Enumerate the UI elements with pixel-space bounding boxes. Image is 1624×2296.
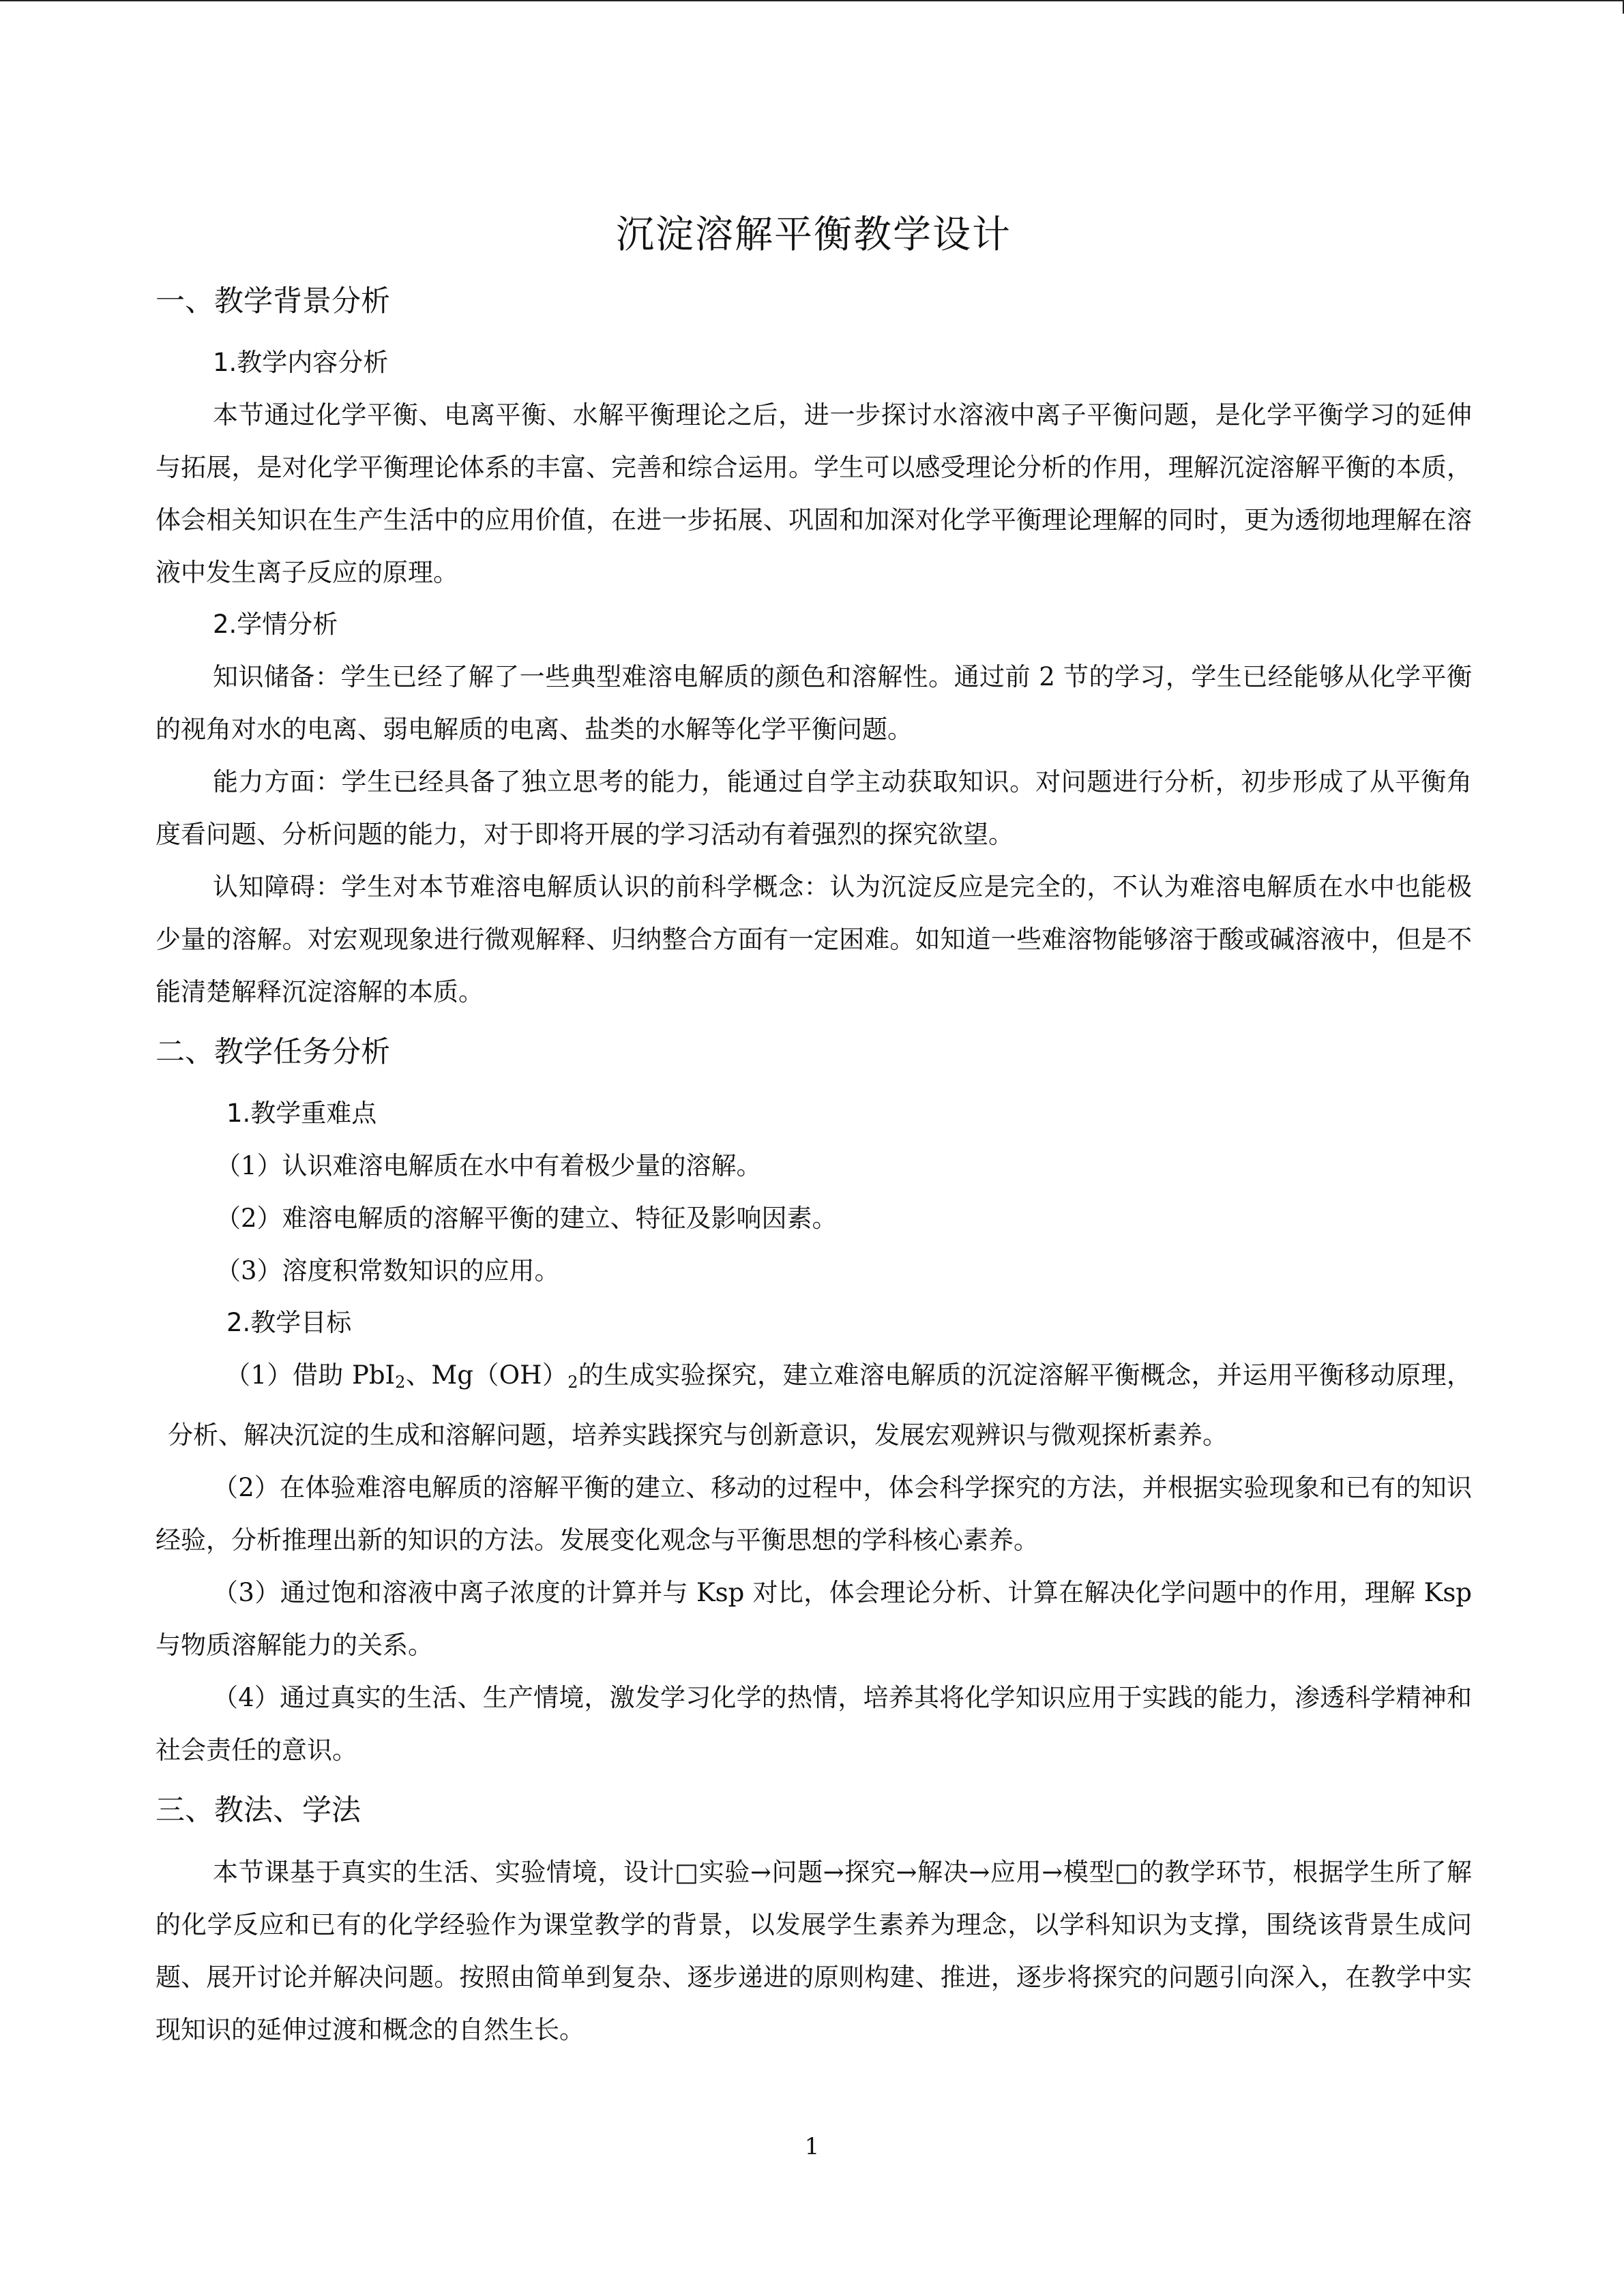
section-1-1-heading: 1.教学内容分析 (213, 348, 389, 377)
section-2-heading: 二、教学任务分析 (156, 1035, 390, 1069)
key-point-item: （2）难溶电解质的溶解平衡的建立、特征及影响因素。 (216, 1204, 838, 1233)
ability-paragraph: 能力方面：学生已经具备了独立思考的能力，能通过自学主动获取知识。对问题进行分析，初步形成了从平衡角度看问题、分析问题的能力，对于即将开展的学习活动有着强烈的探究欲望。 (156, 767, 1472, 849)
cognitive-obstacle-paragraph: 认知障碍：学生对本节难溶电解质认识的前科学概念：认为沉淀反应是完全的，不认为难溶电解质在水中也能极少量的溶解。对宏观现象进行微观解释、归纳整合方面有一定困难。如知道一些难溶物能够溶于酸或碱溶液中，但是不能清楚解释沉淀溶解的本质。 (156, 872, 1472, 1007)
section-2-2-heading: 2.教学目标 (226, 1308, 352, 1337)
key-point-item: （1）认识难溶电解质在水中有着极少量的溶解。 (216, 1151, 762, 1180)
knowledge-paragraph: 知识储备：学生已经了解了一些典型难溶电解质的颜色和溶解性。通过前 2 节的学习，学生已经能够从化学平衡的视角对水的电离、弱电解质的电离、盐类的水解等化学平衡问题。 (156, 662, 1472, 744)
goal-3-paragraph: （3）通过饱和溶液中离子浓度的计算并与 Ksp 对比，体会理论分析、计算在解决化学问题中的作用，理解 Ksp 与物质溶解能力的关系。 (156, 1578, 1472, 1660)
key-point-item: （3）溶度积常数知识的应用。 (216, 1256, 560, 1285)
goal-1-text-c: 的生成实验探究，建立难溶电解质的沉淀溶解平衡概念，并运用平衡移动原理，分析、解决沉淀的生成和溶解问题，培养实践探究与创新意识，发展宏观辨识与微观探析素养。 (168, 1360, 1473, 1450)
method-paragraph: 本节课基于真实的生活、实验情境，设计□实验→问题→探究→解决→应用→模型□的教学环节，根据学生所了解的化学反应和已有的化学经验作为课堂教学的背景，以发展学生素养为理念，以学科知识为支撑，围绕该背景生成问题、展开讨论并解决问题。按照由简单到复杂、逐步递进的原则构建、推进，逐步将探究的问题引向深入，在教学中实现知识的延伸过渡和概念的自然生长。 (156, 1858, 1472, 2044)
top-border-line (0, 0, 1624, 1)
goal-2-paragraph: （2）在体验难溶电解质的溶解平衡的建立、移动的过程中，体会科学探究的方法，并根据实验现象和已有的知识经验，分析推理出新的知识的方法。发展变化观念与平衡思想的学科核心素养。 (156, 1473, 1472, 1555)
teaching-content-paragraph: 本节通过化学平衡、电离平衡、水解平衡理论之后，进一步探讨水溶液中离子平衡问题，是化学平衡学习的延伸与拓展，是对化学平衡理论体系的丰富、完善和综合运用。学生可以感受理论分析的作用，理解沉淀溶解平衡的本质，体会相关知识在生产生活中的应用价值，在进一步拓展、巩固和加深对化学平衡理论理解的同时，更为透彻地理解在溶液中发生离子反应的原理。 (156, 400, 1472, 587)
section-1-2-heading: 2.学情分析 (213, 610, 338, 639)
document-title: 沉淀溶解平衡教学设计 (616, 213, 1012, 257)
goal-1-text-b: 、Mg（OH） (405, 1360, 568, 1390)
document-page (156, 205, 1472, 2056)
page-number: 1 (804, 2133, 820, 2160)
goal-1-text-a: （1）借助 PbI (225, 1360, 396, 1390)
section-1-heading: 一、教学背景分析 (156, 284, 390, 318)
goal-1-paragraph (156, 1349, 1472, 1461)
goal-4-paragraph: （4）通过真实的生活、生产情境，激发学习化学的热情，培养其将化学知识应用于实践的能力，渗透科学精神和社会责任的意识。 (156, 1683, 1472, 1765)
section-3-heading: 三、教法、学法 (156, 1793, 361, 1828)
section-2-1-heading: 1.教学重难点 (226, 1099, 377, 1128)
mgoh2-subscript: 2 (567, 1373, 578, 1392)
pbi2-subscript: 2 (395, 1373, 406, 1392)
